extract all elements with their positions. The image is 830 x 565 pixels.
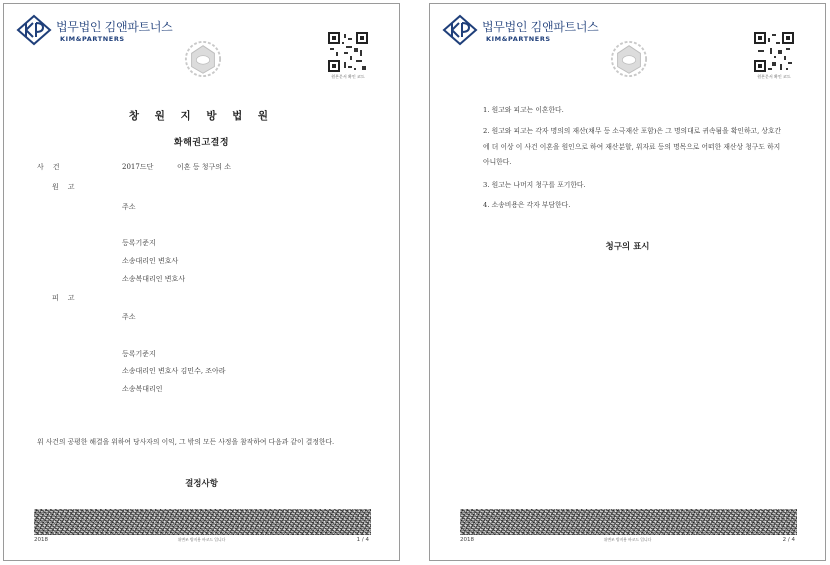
anti-forgery-barcode: [34, 509, 371, 535]
claim-section-title: 청구의 표시: [605, 242, 650, 252]
court-title: 창 원 지 방 법 원: [128, 110, 275, 122]
defendant-registry-label: 등록기준지: [122, 350, 156, 358]
case-name: 이혼 등 청구의 소: [177, 163, 232, 171]
firm-name: 법무법인 김앤파트너스: [56, 20, 173, 34]
footer-note: 위변조 방지용 바코드 입니다: [603, 537, 652, 542]
plaintiff-attorney: 소송대리인 변호사: [122, 257, 179, 265]
defendant-address-label: 주소: [122, 313, 136, 321]
decision-body-text: 위 사건의 공평한 해결을 위하여 당사자의 이익, 그 밖의 모든 사정을 참작하여 다음과 같이 결정한다.: [37, 438, 335, 446]
footer-page-number: 2 / 4: [782, 537, 795, 543]
plaintiff-address-label: 주소: [122, 203, 136, 211]
qr-code-icon: [328, 32, 368, 72]
firm-logo-icon: [16, 14, 52, 46]
anti-forgery-barcode: [460, 509, 797, 535]
footer-note: 위변조 방지용 바코드 입니다: [177, 537, 226, 542]
footer-page-number: 1 / 4: [356, 537, 369, 543]
court-seal-icon: [184, 40, 222, 78]
document-page-2: [429, 3, 826, 561]
plaintiff-sub-attorney: 소송복대리인 변호사: [122, 275, 186, 283]
defendant-sub-attorney: 소송복대리인: [122, 385, 163, 393]
firm-subtitle: KIM&PARTNERS: [486, 35, 551, 43]
decision-item-1: 1. 원고와 피고는 이혼한다.: [483, 106, 564, 114]
decision-title: 화해권고결정: [173, 138, 230, 148]
qr-caption: 원본문서 확인 코드: [757, 74, 791, 79]
firm-logo: [16, 14, 173, 46]
defendant-label: 피고: [52, 294, 84, 302]
firm-logo-icon: [442, 14, 478, 46]
decision-section-title: 결정사항: [185, 479, 218, 489]
plaintiff-label: 원고: [52, 183, 84, 191]
case-number: 2017드단: [122, 163, 154, 171]
plaintiff-registry-label: 등록기준지: [122, 239, 156, 247]
firm-logo: [442, 14, 599, 46]
firm-subtitle: KIM&PARTNERS: [60, 35, 125, 43]
decision-item-2: 2. 원고와 피고는 각자 명의의 재산(채무 등 소극재산 포함)은 그 명의대로 귀속됨을 확인하고, 상호간에 더 이상 이 사건 이혼을 원인으로 하여 재산분할, 위자료 등의 명목으로 어떠한 재산상 청구도 하지 아니한다.: [483, 127, 782, 166]
decision-item-4: 4. 소송비용은 각자 부담한다.: [483, 201, 571, 209]
defendant-attorney: 소송대리인 변호사 김민수, 조아라: [122, 367, 226, 375]
court-seal-icon: [610, 40, 648, 78]
firm-name: 법무법인 김앤파트너스: [482, 20, 599, 34]
decision-item-3: 3. 원고는 나머지 청구를 포기한다.: [483, 181, 586, 189]
qr-caption: 원본문서 확인 코드: [331, 74, 365, 79]
footer-year: 2018: [34, 537, 48, 543]
footer-year: 2018: [460, 537, 474, 543]
case-label: 사건: [37, 163, 69, 171]
qr-code-icon: [754, 32, 794, 72]
document-page-1: [3, 3, 400, 561]
